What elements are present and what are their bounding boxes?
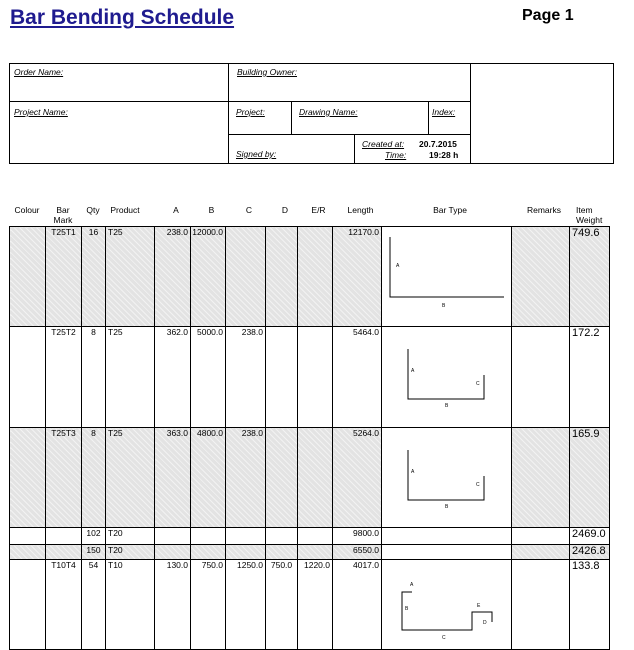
a-cell: 130.0 [155, 560, 191, 650]
er-cell [298, 428, 333, 528]
er-cell [298, 227, 333, 327]
qty-cell: 150 [82, 545, 106, 560]
bar-type-cell [382, 528, 512, 545]
length-cell: 5264.0 [333, 428, 382, 528]
weight-cell: 133.8 [570, 560, 610, 650]
col-item-weight-line2: Weight [576, 215, 603, 225]
b-cell: 12000.0 [191, 227, 226, 327]
length-cell: 6550.0 [333, 545, 382, 560]
shape-label-b: B [445, 504, 449, 510]
bar-shape-u-diagram [382, 428, 512, 528]
col-bar-mark [45, 205, 81, 225]
remarks-cell [512, 545, 570, 560]
shape-label-d: D [483, 620, 487, 626]
bar-type-cell [382, 560, 512, 650]
remarks-cell [512, 227, 570, 327]
c-cell [226, 545, 266, 560]
time-value: 19:28 h [429, 150, 459, 160]
b-cell: 5000.0 [191, 327, 226, 428]
length-cell: 12170.0 [333, 227, 382, 327]
product-cell: T25 [106, 227, 155, 327]
c-cell [226, 227, 266, 327]
col-remarks: Remarks [526, 205, 561, 215]
bar-type-cell [382, 327, 512, 428]
remarks-cell [512, 428, 570, 528]
bar-type-cell [382, 545, 512, 560]
a-cell [155, 528, 191, 545]
remarks-cell [512, 528, 570, 545]
product-cell: T20 [106, 528, 155, 545]
bar-mark-cell: T10T4 [46, 560, 82, 650]
bar-shape-z-diagram [382, 560, 512, 650]
bar-mark-cell [46, 545, 82, 560]
col-bar-type: Bar Type [433, 205, 467, 215]
table-row [10, 428, 610, 528]
page-number: Page 1 [522, 7, 574, 24]
order-name-label: Order Name: [14, 67, 64, 77]
colour-cell [10, 528, 46, 545]
d-cell [266, 227, 298, 327]
shape-label-a: A [411, 469, 415, 475]
col-d: D [281, 205, 289, 215]
schedule-table [9, 226, 610, 650]
table-row [10, 528, 610, 545]
shape-label-e: E [477, 603, 481, 609]
product-cell: T20 [106, 545, 155, 560]
length-cell: 5464.0 [333, 327, 382, 428]
product-cell: T25 [106, 327, 155, 428]
created-at-label: Created at: [362, 139, 405, 149]
shape-label-b: B [442, 303, 446, 309]
a-cell: 362.0 [155, 327, 191, 428]
b-cell [191, 528, 226, 545]
d-cell: 750.0 [266, 560, 298, 650]
col-c: C [245, 205, 253, 215]
col-er: E/R [311, 205, 326, 215]
remarks-cell [512, 327, 570, 428]
colour-cell [10, 327, 46, 428]
drawing-name-label: Drawing Name: [299, 107, 358, 117]
weight-cell: 172.2 [570, 327, 610, 428]
colour-cell [10, 560, 46, 650]
bar-shape-l-diagram [382, 227, 512, 327]
weight-cell: 165.9 [570, 428, 610, 528]
d-cell [266, 428, 298, 528]
length-cell: 9800.0 [333, 528, 382, 545]
a-cell: 363.0 [155, 428, 191, 528]
building-owner-label: Building Owner: [237, 67, 298, 77]
bar-mark-cell: T25T3 [46, 428, 82, 528]
colour-cell [10, 227, 46, 327]
qty-cell: 8 [82, 428, 106, 528]
col-a: A [173, 205, 179, 215]
c-cell: 1250.0 [226, 560, 266, 650]
col-colour: Colour [14, 205, 40, 215]
col-item-weight [573, 205, 616, 225]
qty-cell: 54 [82, 560, 106, 650]
d-cell [266, 545, 298, 560]
b-cell: 4800.0 [191, 428, 226, 528]
a-cell [155, 545, 191, 560]
qty-cell: 8 [82, 327, 106, 428]
er-cell: 1220.0 [298, 560, 333, 650]
shape-label-c: C [442, 635, 446, 641]
col-qty: Qty [86, 205, 100, 215]
bar-type-cell [382, 428, 512, 528]
colour-cell [10, 428, 46, 528]
d-cell [266, 528, 298, 545]
col-bar-mark-line2: Mark [53, 215, 73, 225]
index-label: Index: [432, 107, 456, 117]
c-cell [226, 528, 266, 545]
weight-cell: 2426.8 [570, 545, 610, 560]
time-label: Time: [385, 150, 407, 160]
created-at-value: 20.7.2015 [419, 139, 457, 149]
qty-cell: 102 [82, 528, 106, 545]
b-cell [191, 545, 226, 560]
shape-label-b: B [445, 403, 449, 409]
col-item-weight-line1: Item [576, 205, 593, 215]
product-cell: T10 [106, 560, 155, 650]
er-cell [298, 327, 333, 428]
er-cell [298, 545, 333, 560]
shape-label-c: C [476, 482, 480, 488]
table-row [10, 227, 610, 327]
d-cell [266, 327, 298, 428]
er-cell [298, 528, 333, 545]
document-title: Bar Bending Schedule [10, 6, 235, 29]
b-cell: 750.0 [191, 560, 226, 650]
a-cell: 238.0 [155, 227, 191, 327]
bar-shape-u-diagram [382, 327, 512, 427]
table-row [10, 545, 610, 560]
shape-label-a: A [396, 263, 400, 269]
weight-cell: 2469.0 [570, 528, 610, 545]
c-cell: 238.0 [226, 327, 266, 428]
shape-label-c: C [476, 381, 480, 387]
col-length: Length [347, 205, 374, 215]
remarks-cell [512, 560, 570, 650]
project-name-label: Project Name: [14, 107, 68, 117]
col-bar-mark-line1: Bar [56, 205, 70, 215]
product-cell: T25 [106, 428, 155, 528]
shape-label-a: A [411, 368, 415, 374]
colour-cell [10, 545, 46, 560]
weight-cell: 749.6 [570, 227, 610, 327]
shape-label-a: A [410, 582, 414, 588]
c-cell: 238.0 [226, 428, 266, 528]
length-cell: 4017.0 [333, 560, 382, 650]
shape-label-b: B [405, 606, 409, 612]
bar-mark-cell [46, 528, 82, 545]
bar-type-cell [382, 227, 512, 327]
table-row [10, 560, 610, 650]
project-label: Project: [236, 107, 265, 117]
qty-cell: 16 [82, 227, 106, 327]
col-b: B [208, 205, 215, 215]
bar-mark-cell: T25T2 [46, 327, 82, 428]
col-product: Product [110, 205, 140, 215]
table-row [10, 327, 610, 428]
signed-by-label: Signed by: [236, 149, 277, 159]
bar-mark-cell: T25T1 [46, 227, 82, 327]
